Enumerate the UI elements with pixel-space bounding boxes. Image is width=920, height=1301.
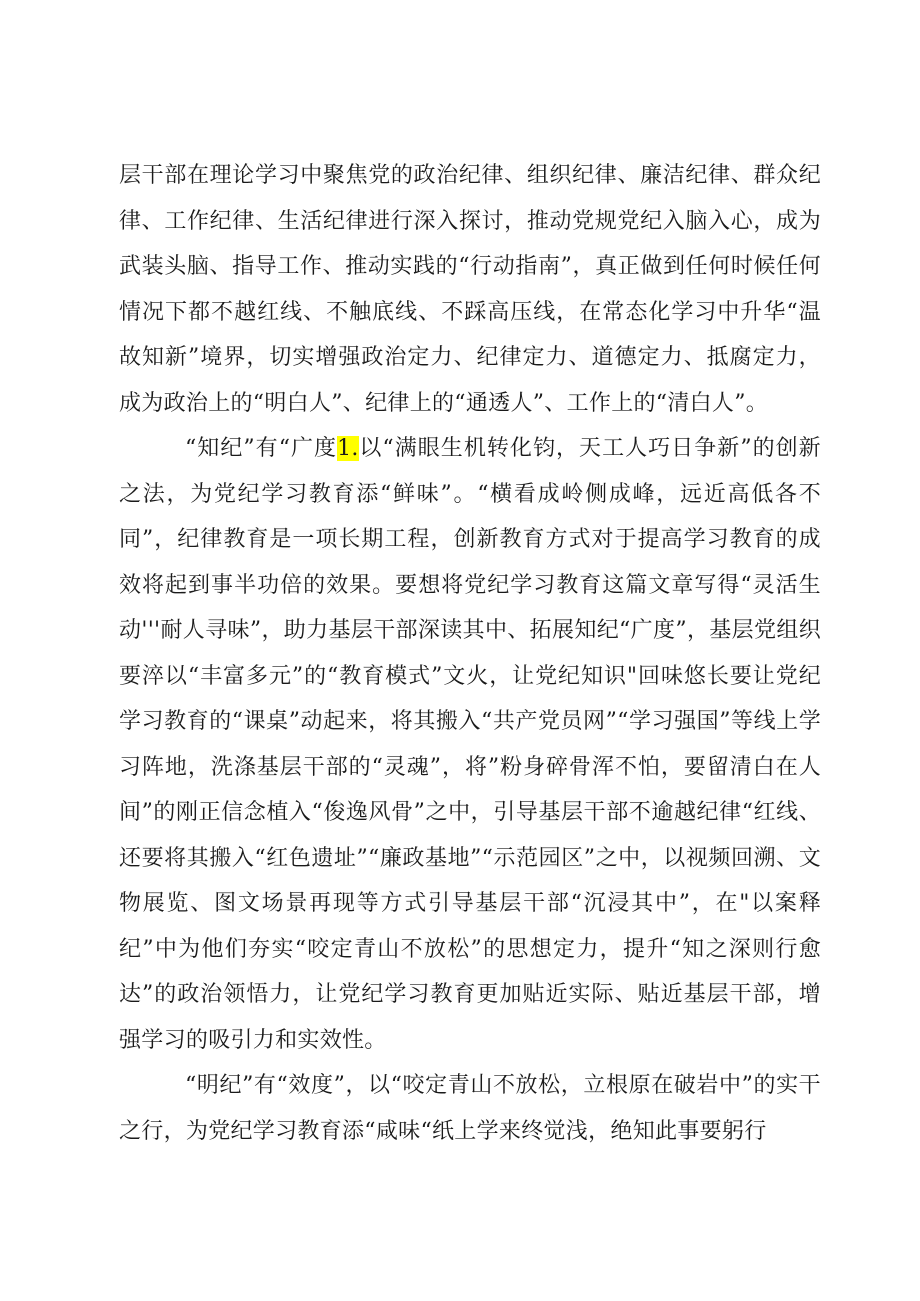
highlighted-list-number: 1. <box>337 436 359 461</box>
paragraph-text: 以“满眼生机转化钧，天工人巧日争新”的创新之法，为党纪学习教育添“鲜味”。“横看成岭侧成峰，远近高低各不同”，纪律教育是一项长期工程，创新教育方式对于提高学习教育的成效将起到事半功倍的效果。要想将党纪学习教育这篇文章写得“灵活生动'''耐人寻味”，助力基层干部深读其中、拓展知纪“广度”，基层党组织要淬以“丰富多元”的“教育模式”文火，让党纪知识"回味悠长要让党纪学习教育的“课桌”动起来，将其搬入“共产党员网”“学习强国”等线上学习阵地，洗涤基层干部的“灵魂”，将”粉身碎骨浑不怕，要留清白在人间”的刚正信念植入“俊逸风骨”之中，引导基层干部不逾越纪律“红线、还要将其搬入“红色遗址”“廉政基地”“示范园区”之中，以视频回溯、文物展览、图文场景再现等方式引导基层干部“沉浸其中”，在"以案释纪”中为他们夯实“咬定青山不放松”的思想定力，提升“知之深则行愈达”的政治领悟力，让党纪学习教育更加贴近实际、贴近基层干部，增强学习的吸引力和实效性。 <box>119 436 821 1053</box>
paragraph-zhiji-guangdu <box>119 426 821 1063</box>
paragraph-continuation <box>119 153 821 426</box>
paragraph-mingji-xiaodu <box>119 1063 821 1154</box>
paragraph-text: “知纪”有“广度 <box>185 436 338 461</box>
document-body <box>119 153 821 1154</box>
paragraph-text: 层干部在理论学习中聚焦党的政治纪律、组织纪律、廉洁纪律、群众纪律、工作纪律、生活纪律进行深入探讨，推动党规党纪入脑入心，成为武装头脑、指导工作、推动实践的“行动指南”，真正做到任何时候任何情况下都不越红线、不触底线、不踩高压线，在常态化学习中升华“温故知新”境界，切实增强政治定力、纪律定力、道德定力、抵腐定力，成为政治上的“明白人”、纪律上的“通透人”、工作上的“清白人”。 <box>119 163 821 416</box>
paragraph-text: “明纪”有“效度”，以“咬定青山不放松，立根原在破岩中”的实干之行，为党纪学习教育添“咸味“纸上学来终觉浅，绝知此事要躬行 <box>119 1073 821 1144</box>
